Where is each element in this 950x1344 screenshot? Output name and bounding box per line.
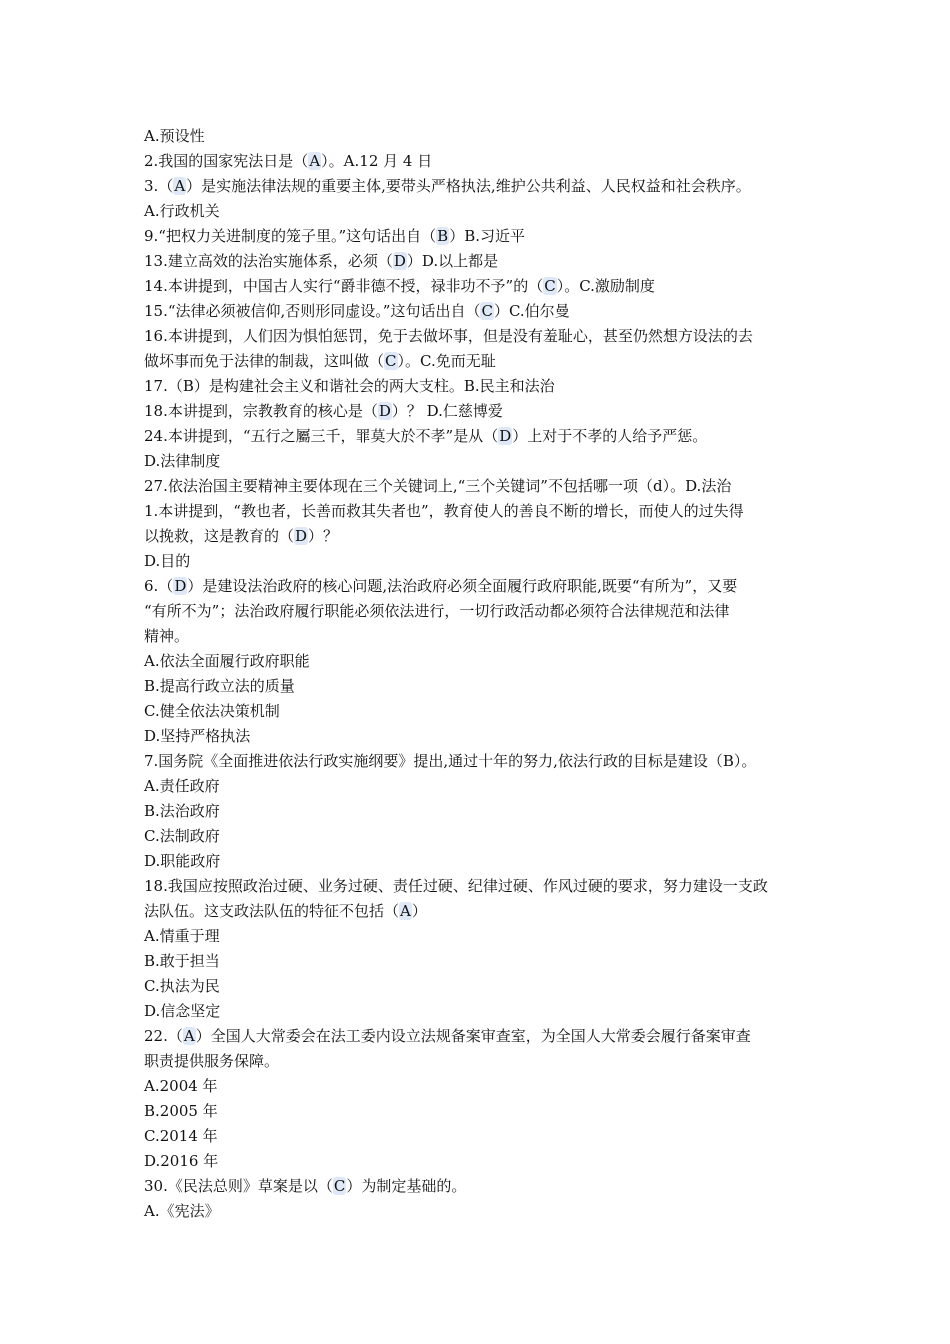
text-line — [144, 974, 812, 999]
text-line — [144, 349, 812, 374]
line-text: A.依法全面履行政府职能 — [144, 652, 310, 670]
text-line — [144, 124, 812, 149]
text-line — [144, 799, 812, 824]
text-line — [144, 1199, 812, 1224]
line-text: C.2014 年 — [144, 1127, 218, 1145]
answer-highlight: D — [499, 427, 512, 445]
text-line — [144, 224, 812, 249]
answer-highlight: D — [295, 527, 308, 545]
line-text: 6.（ — [144, 577, 174, 595]
line-text: 27.依法治国主要精神主要体现在三个关键词上,“三个关键词”不包括哪一项（d）。D.法治 — [144, 477, 732, 495]
answer-highlight: C — [481, 302, 493, 320]
text-line — [144, 524, 812, 549]
line-text: 3.（ — [144, 177, 174, 195]
line-text: 14.本讲提到，中国古人实行“爵非德不授，禄非功不予”的（ — [144, 277, 544, 295]
text-line — [144, 1174, 812, 1199]
text-line — [144, 949, 812, 974]
line-text: D.法律制度 — [144, 452, 221, 470]
text-line — [144, 374, 812, 399]
text-line — [144, 499, 812, 524]
line-text: 1.本讲提到，“教也者，长善而救其失者也”，教育使人的善良不断的增长，而使人的过失得 — [144, 502, 744, 520]
text-line — [144, 774, 812, 799]
line-text: D.信念坚定 — [144, 1002, 221, 1020]
line-text: ） — [411, 902, 427, 920]
line-text: ）B.习近平 — [449, 227, 525, 245]
answer-highlight: B — [437, 227, 449, 245]
line-text: A.《宪法》 — [144, 1202, 220, 1220]
line-text: ）。C.免而无耻 — [397, 352, 496, 370]
line-text: D.坚持严格执法 — [144, 727, 251, 745]
line-text: C.法制政府 — [144, 827, 220, 845]
line-text: D.职能政府 — [144, 852, 221, 870]
text-line — [144, 874, 812, 899]
line-text: 18.我国应按照政治过硬、业务过硬、责任过硬、纪律过硬、作风过硬的要求，努力建设一支政 — [144, 877, 768, 895]
text-line — [144, 574, 812, 599]
line-text: 7.国务院《全面推进依法行政实施纲要》提出,通过十年的努力,依法行政的目标是建设（B）。 — [144, 752, 757, 770]
text-line — [144, 474, 812, 499]
answer-highlight: C — [385, 352, 397, 370]
line-text: 法队伍。这支政法队伍的特征不包括（ — [144, 902, 400, 920]
text-line — [144, 324, 812, 349]
line-text: A.情重于理 — [144, 927, 220, 945]
text-line — [144, 749, 812, 774]
text-line — [144, 724, 812, 749]
line-text: 17.（B）是构建社会主义和谐社会的两大支柱。B.民主和法治 — [144, 377, 555, 395]
text-line — [144, 899, 812, 924]
text-line — [144, 824, 812, 849]
line-text: ）？ — [308, 527, 339, 545]
line-text: D.目的 — [144, 552, 191, 570]
line-text: B.法治政府 — [144, 802, 220, 820]
line-text: 13.建立高效的法治实施体系，必须（ — [144, 252, 393, 270]
line-text: A.2004 年 — [144, 1077, 218, 1095]
line-text: ）为制定基础的。 — [346, 1177, 467, 1195]
line-text: 职责提供服务保障。 — [144, 1052, 280, 1070]
text-line — [144, 699, 812, 724]
line-text: ）全国人大常委会在法工委内设立法规备案审查室，为全国人大常委会履行备案审查 — [195, 1027, 751, 1045]
line-text: A.预设性 — [144, 127, 205, 145]
line-text: 做坏事而免于法律的制裁，这叫做（ — [144, 352, 385, 370]
text-line — [144, 1074, 812, 1099]
text-line — [144, 249, 812, 274]
line-text: B.2005 年 — [144, 1102, 218, 1120]
line-text: ）C.伯尔曼 — [493, 302, 570, 320]
line-text: B.提高行政立法的质量 — [144, 677, 295, 695]
line-text: C.健全依法决策机制 — [144, 702, 280, 720]
answer-highlight: A — [400, 902, 411, 920]
line-text: 2.我国的国家宪法日是（ — [144, 152, 309, 170]
text-line — [144, 849, 812, 874]
answer-highlight: A — [174, 177, 186, 195]
text-line — [144, 1099, 812, 1124]
line-text: “有所不为”；法治政府履行职能必须依法进行，一切行政活动都必须符合法律规范和法律 — [144, 602, 730, 620]
line-text: 24.本讲提到，“五行之屬三千，罪莫大於不孝”是从（ — [144, 427, 499, 445]
line-text: ）。C.激励制度 — [556, 277, 655, 295]
text-line — [144, 449, 812, 474]
line-text: A.行政机关 — [144, 202, 220, 220]
text-line — [144, 624, 812, 649]
answer-highlight: A — [183, 1027, 195, 1045]
text-line — [144, 549, 812, 574]
text-line — [144, 274, 812, 299]
answer-highlight: C — [544, 277, 556, 295]
text-line — [144, 599, 812, 624]
line-text: ）。A.12 月 4 日 — [321, 152, 433, 170]
document-body — [144, 124, 812, 1224]
text-line — [144, 1149, 812, 1174]
answer-highlight: D — [174, 577, 187, 595]
line-text: ）是实施法律法规的重要主体,要带头严格执法,维护公共利益、人民权益和社会秩序。 — [186, 177, 751, 195]
line-text: 精神。 — [144, 627, 190, 645]
text-line — [144, 1124, 812, 1149]
text-line — [144, 649, 812, 674]
text-line — [144, 1024, 812, 1049]
line-text: ）上对于不孝的人给予严惩。 — [512, 427, 708, 445]
line-text: ）D.以上都是 — [406, 252, 499, 270]
line-text: ）是建设法治政府的核心问题,法治政府必须全面履行政府职能,既要“有所为”，又要 — [187, 577, 738, 595]
line-text: 16.本讲提到，人们因为惧怕惩罚，免于去做坏事，但是没有羞耻心，甚至仍然想方设法的去 — [144, 327, 753, 345]
line-text: 22.（ — [144, 1027, 183, 1045]
line-text: 15.“法律必须被信仰,否则形同虚设。”这句话出自（ — [144, 302, 481, 320]
line-text: C.执法为民 — [144, 977, 220, 995]
answer-highlight: D — [378, 402, 391, 420]
text-line — [144, 999, 812, 1024]
line-text: 30.《民法总则》草案是以（ — [144, 1177, 333, 1195]
line-text: 以挽救，这是教育的（ — [144, 527, 295, 545]
text-line — [144, 924, 812, 949]
text-line — [144, 674, 812, 699]
text-line — [144, 174, 812, 199]
text-line — [144, 149, 812, 174]
text-line — [144, 399, 812, 424]
answer-highlight: D — [393, 252, 406, 270]
line-text: ）？ D.仁慈博爱 — [391, 402, 503, 420]
line-text: D.2016 年 — [144, 1152, 219, 1170]
answer-highlight: C — [333, 1177, 346, 1195]
text-line — [144, 1049, 812, 1074]
line-text: B.敢于担当 — [144, 952, 220, 970]
text-line — [144, 299, 812, 324]
text-line — [144, 424, 812, 449]
text-line — [144, 199, 812, 224]
line-text: 18.本讲提到，宗教教育的核心是（ — [144, 402, 378, 420]
line-text: A.责任政府 — [144, 777, 220, 795]
answer-highlight: A — [309, 152, 321, 170]
line-text: 9.“把权力关进制度的笼子里。”这句话出自（ — [144, 227, 437, 245]
